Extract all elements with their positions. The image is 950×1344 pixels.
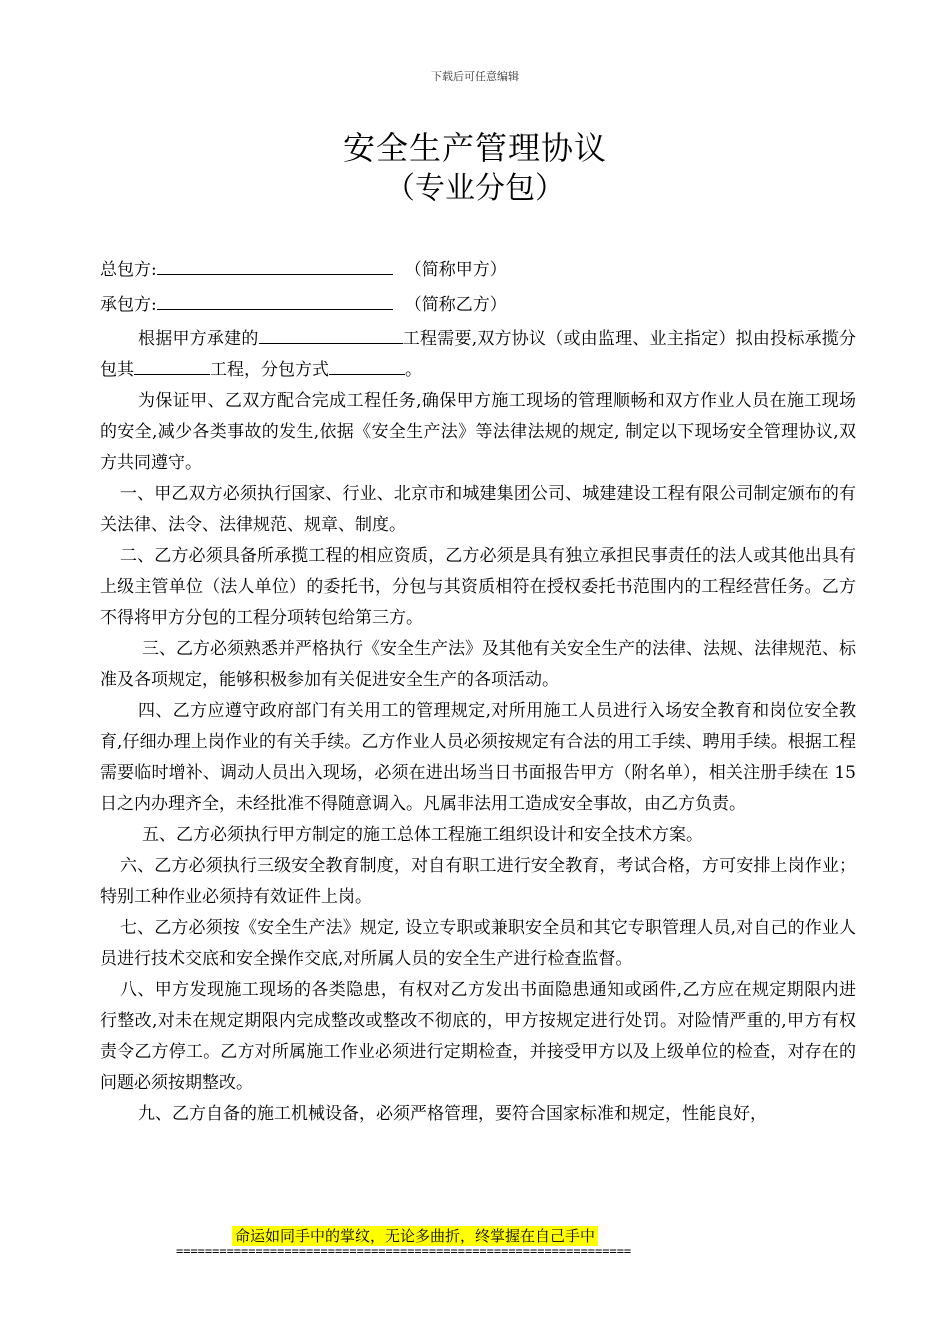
clause-5: 五、乙方必须执行甲方制定的施工总体工程施工组织设计和安全技术方案。 [142, 825, 703, 845]
general-contractor-line [100, 258, 507, 281]
subcontractor-line [100, 293, 507, 316]
subcontractor-label: 承包方: [100, 295, 157, 315]
general-contractor-label: 总包方: [100, 260, 157, 280]
general-contractor-suffix: （简称甲方） [404, 260, 507, 280]
intro-text-c: 工程，分包方式 [210, 360, 329, 380]
intro-paragraph-1 [100, 324, 856, 386]
intro-text-b: 工程需要,双方协议（或由监理、业主指定）拟由投标承揽分包其 [100, 329, 857, 380]
footer-highlight: 命运如同手中的掌纹，无论多曲折，终掌握在自己手中 [232, 1226, 598, 1246]
general-contractor-blank [157, 258, 393, 275]
subcontractor-suffix: （简称乙方） [404, 295, 507, 315]
subcontract-method-blank [329, 356, 405, 375]
document-title: 安全生产管理协议 [342, 129, 607, 167]
clause-8: 八、甲方发现施工现场的各类隐患，有权对乙方发出书面隐患通知或函件,乙方应在规定期限内进行整改,对未在规定期限内完成整改或整改不彻底的，甲方按规定进行处罚。对险情严重的,甲方有权责令乙方停工。乙方对所属施工作业必须进行定期检查，并接受甲方以及上级单位的检查，对存在的问题必须按期整改。 [100, 980, 856, 1093]
footer-rule: =============================================================== [176, 1244, 632, 1258]
intro-paragraph-2: 为保证甲、乙双方配合完成工程任务,确保甲方施工现场的管理顺畅和双方作业人员在施工现场的安全,减少各类事故的发生,依据《安全生产法》等法律法规的规定, 制定以下现场安全管理协议,双方共同遵守。 [100, 391, 856, 473]
clause-7: 七、乙方必须按《安全生产法》规定, 设立专职或兼职安全员和其它专职管理人员,对自己的作业人员进行技术交底和安全操作交底,对所属人员的安全生产进行检查监督。 [100, 918, 856, 969]
clause-2: 二、乙方必须具备所承揽工程的相应资质，乙方必须是具有独立承担民事责任的法人或其他出具有上级主管单位（法人单位）的委托书，分包与其资质相符在授权委托书范围内的工程经营任务。乙方不得将甲方分包的工程分项转包给第三方。 [100, 546, 856, 628]
header-note: 下载后可任意编辑 [431, 70, 519, 83]
subcontract-project-blank [134, 356, 210, 375]
clause-6: 六、乙方必须执行三级安全教育制度，对自有职工进行安全教育，考试合格，方可安排上岗作业；特别工种作业必须持有效证件上岗。 [100, 856, 856, 907]
intro-text-a: 根据甲方承建的 [138, 329, 259, 349]
subcontractor-blank [157, 293, 393, 310]
intro-text-d: 。 [405, 360, 422, 380]
clause-1: 一、甲乙双方必须执行国家、行业、北京市和城建集团公司、城建建设工程有限公司制定颁布的有关法律、法令、法律规范、规章、制度。 [100, 484, 856, 535]
agreement-body [100, 324, 856, 1130]
clause-4: 四、乙方应遵守政府部门有关用工的管理规定,对所用施工人员进行入场安全教育和岗位安全教育,仔细办理上岗作业的有关手续。乙方作业人员必须按规定有合法的用工手续、聘用手续。根据工程需要临时增补、调动人员出入现场，必须在进出场当日书面报告甲方（附名单），相关注册手续在 15 日之内办理齐全，未经批准不得随意调入。凡属非法用工造成安全事故，由乙方负责。 [100, 701, 856, 814]
project-name-blank [259, 325, 403, 344]
clause-3: 三、乙方必须熟悉并严格执行《安全生产法》及其他有关安全生产的法律、法规、法律规范、标准及各项规定，能够积极参加有关促进安全生产的各项活动。 [100, 639, 856, 690]
clause-9: 九、乙方自备的施工机械设备，必须严格管理，要符合国家标准和规定，性能良好， [138, 1104, 767, 1124]
document-subtitle: （专业分包） [385, 171, 565, 206]
